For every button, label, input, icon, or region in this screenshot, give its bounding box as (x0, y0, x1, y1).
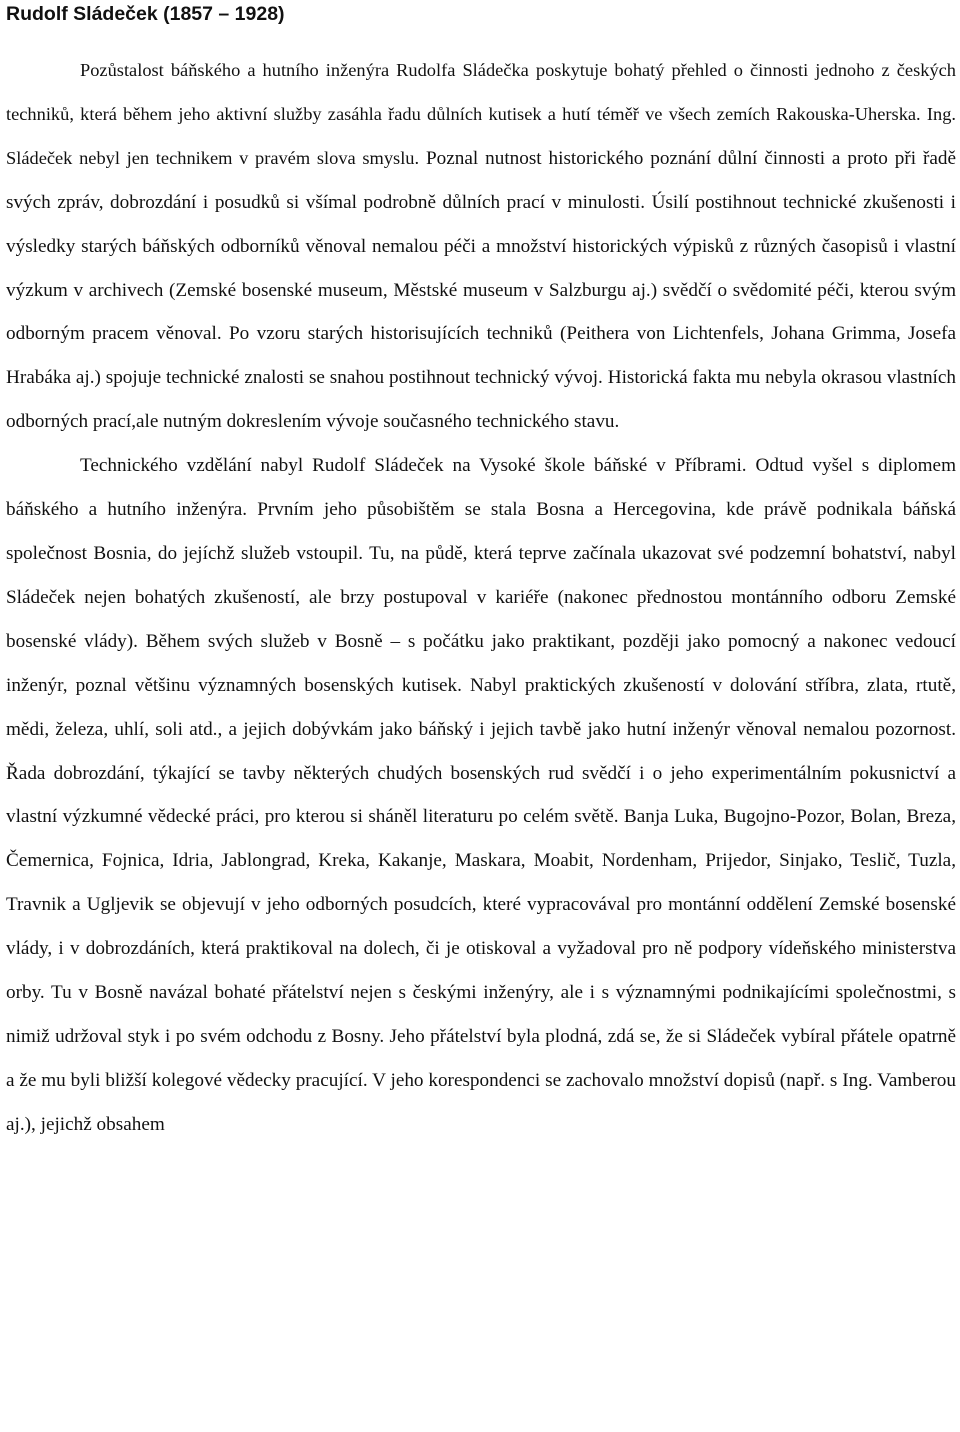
paragraph-2: Technického vzdělání nabyl Rudolf Sládeček na Vysoké škole báňské v Příbrami. Odtud vyšel s diplomem báňského a hutního inženýra. Prvním jeho působištěm se stala Bosna a Hercegovina, kde právě podnikala báňská společnost Bosnia, do jejíchž služeb vstoupil. Tu, na půdě, která teprve začínala ukazovat své podzemní bohatství, nabyl Sládeček nejen bohatých zkušeností, ale brzy postupoval v kariéře (nakonec přednostou montánního odboru Zemské bosenské vlády). Během svých služeb v Bosně – s počátku jako praktikant, později jako pomocný a nakonec vedoucí inženýr, poznal většinu významných bosenských kutisek. Nabyl praktických zkušeností v dolování stříbra, zlata, rtutě, mědi, železa, uhlí, soli atd., a jejich dobývkám jako báňský i jejich tavbě jako hutní inženýr věnoval nemalou pozornost. Řada dobrozdání, týkající se tavby některých chudých bosenských rud svědčí i o jeho experimentálním pokusnictví a vlastní výzkumné vědecké práci, pro kterou si sháněl literaturu po celém světě. Banja Luka, Bugojno-Pozor, Bolan, Breza, Čemernica, Fojnica, Idria, Jablongrad, Kreka, Kakanje, Maskara, Moabit, Nordenham, Prijedor, Sinjako, Teslič, Tuzla, Travnik a Ugljevik se objevují v jeho odborných posudcích, které vypracovával pro montánní oddělení Zemské bosenské vlády, i v dobrozdáních, která praktikoval na dolech, či je otiskoval a vyžadoval pro ně podpory vídeňského ministerstva orby. Tu v Bosně navázal bohaté přátelství nejen s českými inženýry, ale i s významnými podnikajícími společnostmi, s nimiž udržoval styk i po svém odchodu z Bosny. Jeho přátelství byla plodná, zdá se, že si Sládeček vybíral přátele opatrně a že mu byli bližší kolegové vědecky pracující. V jeho korespondenci se zachovalo množství dopisů (např. s Ing. Vamberou aj.), jejichž obsahem (6, 455, 956, 1135)
document-page (6, 0, 956, 1147)
paragraph-1 (6, 49, 956, 444)
paragraph-1-intro: Pozůstalost báňského a hutního inženýra Rudolfa Sládečka poskytuje bohatý přehled o činnosti jednoho z českých techniků, která během jeho aktivní služby zasáhla řadu důlních kutisek a hutí téměř ve všech zemích Rakouska-Uherska. Ing. Sládeček nebyl jen technikem v pravém slova smyslu. (6, 60, 956, 168)
paragraph-1-body: Poznal nutnost historického poznání důlní činnosti a proto při řadě svých zpráv, dobrozdání i posudků si všímal podrobně důlních prací v minulosti. Úsilí postihnout technické zkušenosti i výsledky starých báňských odborníků věnoval nemalou péči a množství historických výpisků z různých časopisů i vlastní výzkum v archivech (Zemské bosenské museum, Městské museum v Salzburgu aj.) svědčí o svědomité péči, kterou svým odborným pracem věnoval. Po vzoru starých historisujících techniků (Peithera von Lichtenfels, Johana Grimma, Josefa Hrabáka aj.) spojuje technické znalosti se snahou postihnout technický vývoj. Historická fakta mu nebyla okrasou vlastních odborných prací,ale nutným dokreslením vývoje současného technického stavu. (6, 147, 956, 433)
document-title: Rudolf Sládeček (1857 – 1928) (6, 3, 285, 25)
